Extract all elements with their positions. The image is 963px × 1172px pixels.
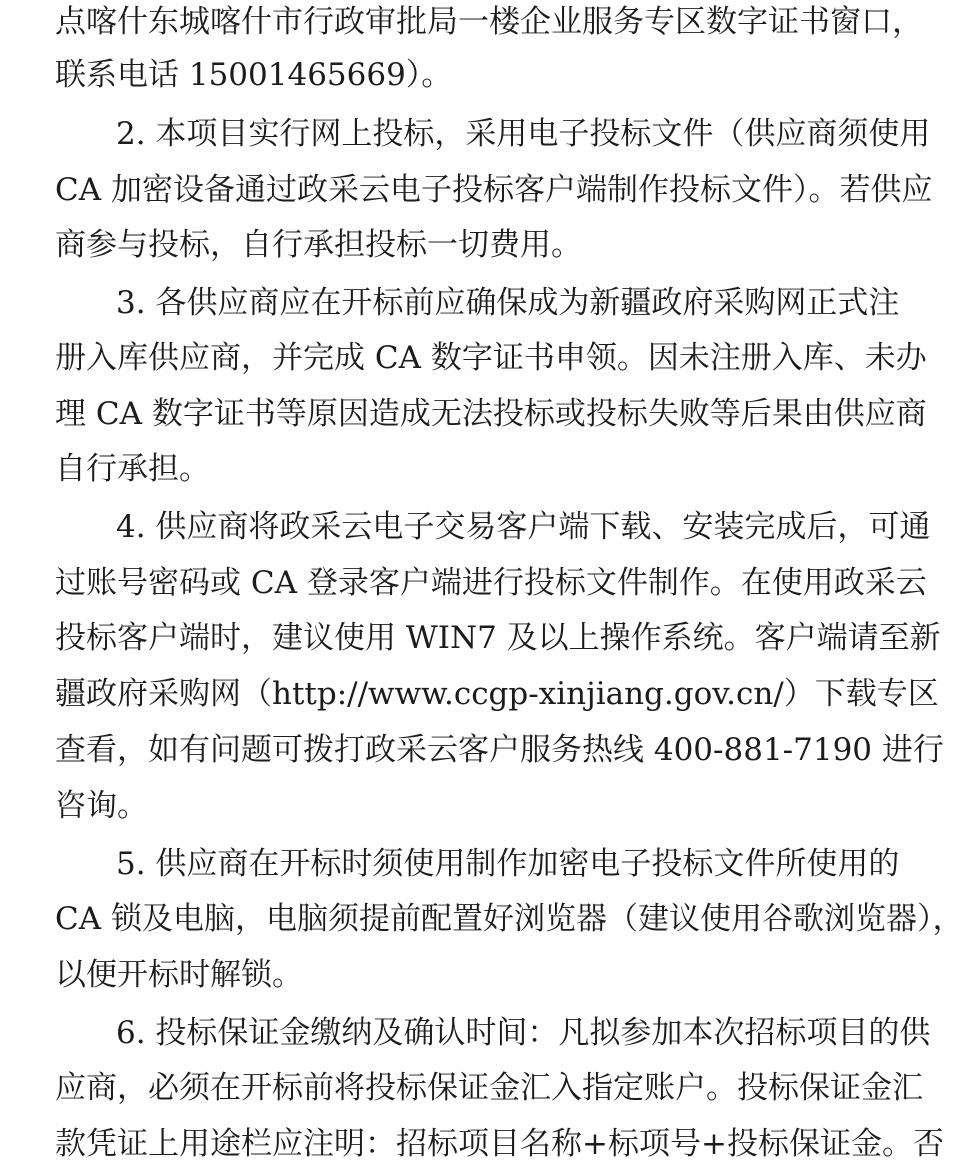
text-line: 咨询。 <box>55 788 148 824</box>
text-line: CA 加密设备通过政采云电子投标客户端制作投标文件）。若供应 <box>55 172 933 208</box>
text-line: 以便开标时解锁。 <box>55 957 303 993</box>
paragraph-3-first-line: 3. 各供应商应在开标前应确保成为新疆政府采购网正式注 <box>116 285 900 321</box>
text-line: 应商，必须在开标前将投标保证金汇入指定账户。投标保证金汇 <box>55 1070 923 1106</box>
paragraph-2-first-line: 2. 本项目实行网上投标，采用电子投标文件（供应商须使用 <box>116 116 931 152</box>
text-line: 疆政府采购网（http://www.ccgp-xinjiang.gov.cn/）下载专区 <box>55 676 939 712</box>
text-line: 查看，如有问题可拨打政采云客户服务热线 400-881-7190 进行 <box>55 732 944 768</box>
text-line: CA 锁及电脑，电脑须提前配置好浏览器（建议使用谷歌浏览器）， <box>55 901 963 937</box>
text-line: 款凭证上用途栏应注明：招标项目名称+标项号+投标保证金。否 <box>55 1126 944 1162</box>
text-line: 点喀什东城喀什市行政审批局一楼企业服务专区数字证书窗口， <box>55 4 923 40</box>
text-line: 理 CA 数字证书等原因造成无法投标或投标失败等后果由供应商 <box>55 396 927 432</box>
text-line: 过账号密码或 CA 登录客户端进行投标文件制作。在使用政采云 <box>55 565 927 601</box>
paragraph-4-first-line: 4. 供应商将政采云电子交易客户端下载、安装完成后，可通 <box>116 509 931 545</box>
text-line: 自行承担。 <box>55 451 210 487</box>
text-line: 投标客户端时，建议使用 WIN7 及以上操作系统。客户端请至新 <box>55 620 941 656</box>
paragraph-5-first-line: 5. 供应商在开标时须使用制作加密电子投标文件所使用的 <box>116 846 900 882</box>
text-line: 联系电话 15001465669）。 <box>55 57 453 93</box>
text-line: 商参与投标，自行承担投标一切费用。 <box>55 227 582 263</box>
text-line: 册入库供应商，并完成 CA 数字证书申领。因未注册入库、未办 <box>55 340 927 376</box>
paragraph-6-first-line: 6. 投标保证金缴纳及确认时间：凡拟参加本次招标项目的供 <box>116 1015 931 1051</box>
